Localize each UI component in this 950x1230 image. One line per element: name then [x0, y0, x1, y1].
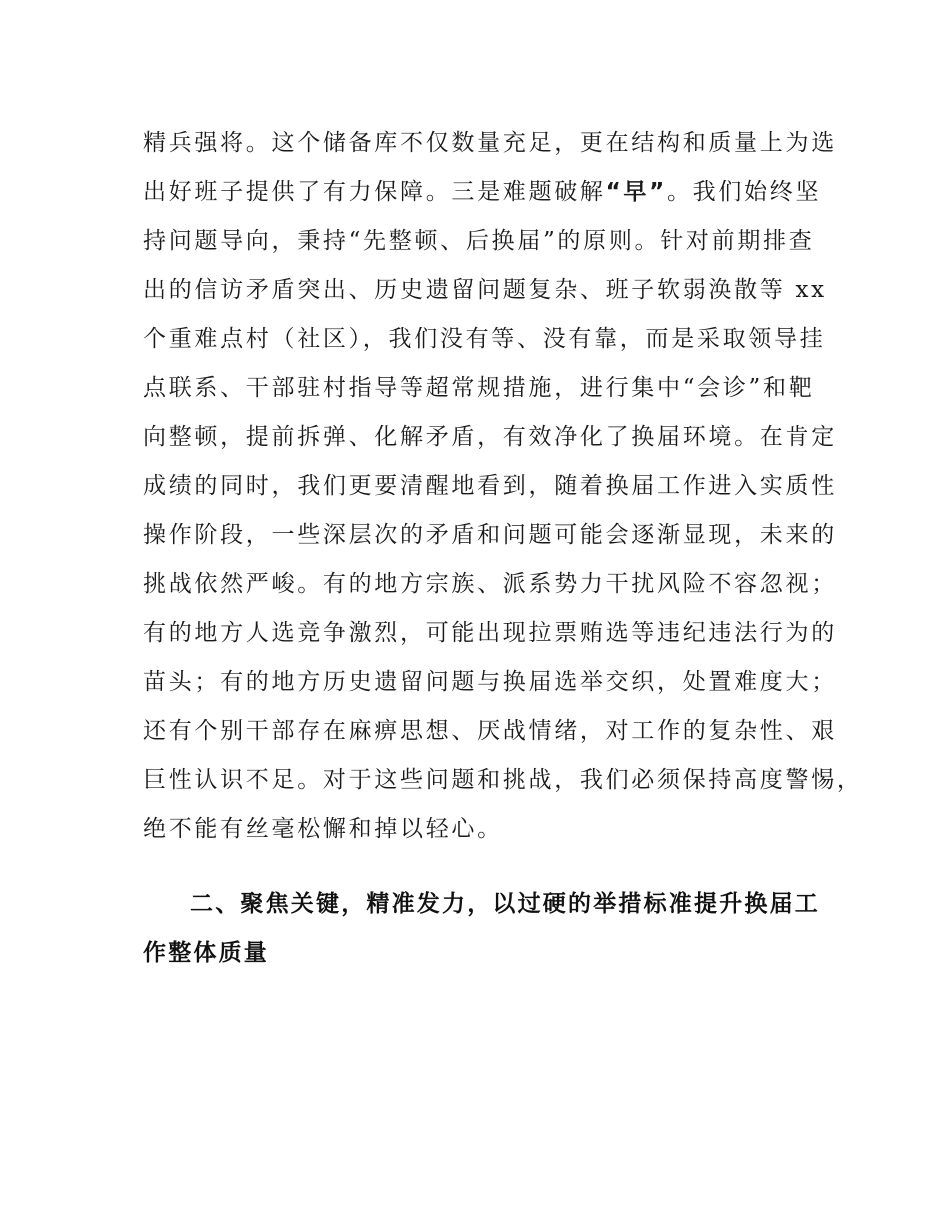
body-line-5: 个重难点村（社区），我们没有等、没有靠，而是采取领导挂 [143, 326, 826, 352]
section-heading-line-1: 二、聚焦关键，精准发力，以过硬的举措标准提升换届工 [190, 891, 820, 917]
body-line-12: 苗头；有的地方历史遗留问题与换届选举交织，处置难度大； [143, 669, 837, 695]
body-line-15: 绝不能有丝毫松懈和掉以轻心。 [143, 816, 503, 842]
body-line-2-text: 出好班子提供了有力保障。三是难题破解 [143, 179, 606, 205]
body-line-10: 挑战依然严峻。有的地方宗族、派系势力干扰风险不容忽视； [143, 571, 837, 597]
body-line-4: 出的信访矛盾突出、历史遗留问题复杂、班子软弱涣散等 xx [143, 277, 827, 303]
body-line-2 [143, 177, 821, 207]
emphasis-early: “早” [605, 179, 667, 205]
body-line-7: 向整顿，提前拆弹、化解矛盾，有效净化了换届环境。在肯定 [143, 424, 837, 450]
body-line-1: 精兵强将。这个储备库不仅数量充足，更在结构和质量上为选 [143, 130, 837, 156]
section-heading-line-2: 作整体质量 [143, 940, 269, 966]
body-line-13: 还有个别干部存在麻痹思想、厌战情绪，对工作的复杂性、艰 [143, 718, 837, 744]
body-line-2-tail: 。我们始终坚 [666, 179, 822, 205]
body-line-9: 操作阶段，一些深层次的矛盾和问题可能会逐渐显现，未来的 [143, 522, 837, 548]
body-line-11: 有的地方人选竞争激烈，可能出现拉票贿选等违纪违法行为的 [143, 620, 837, 646]
body-line-8: 成绩的同时，我们更要清醒地看到，随着换届工作进入实质性 [143, 473, 837, 499]
body-line-14: 巨性认识不足。对于这些问题和挑战，我们必须保持高度警惕， [143, 767, 863, 793]
body-line-3: 持问题导向，秉持“先整顿、后换届”的原则。针对前期排查 [143, 228, 815, 254]
body-line-6: 点联系、干部驻村指导等超常规措施，进行集中“会诊”和靶 [143, 375, 815, 401]
